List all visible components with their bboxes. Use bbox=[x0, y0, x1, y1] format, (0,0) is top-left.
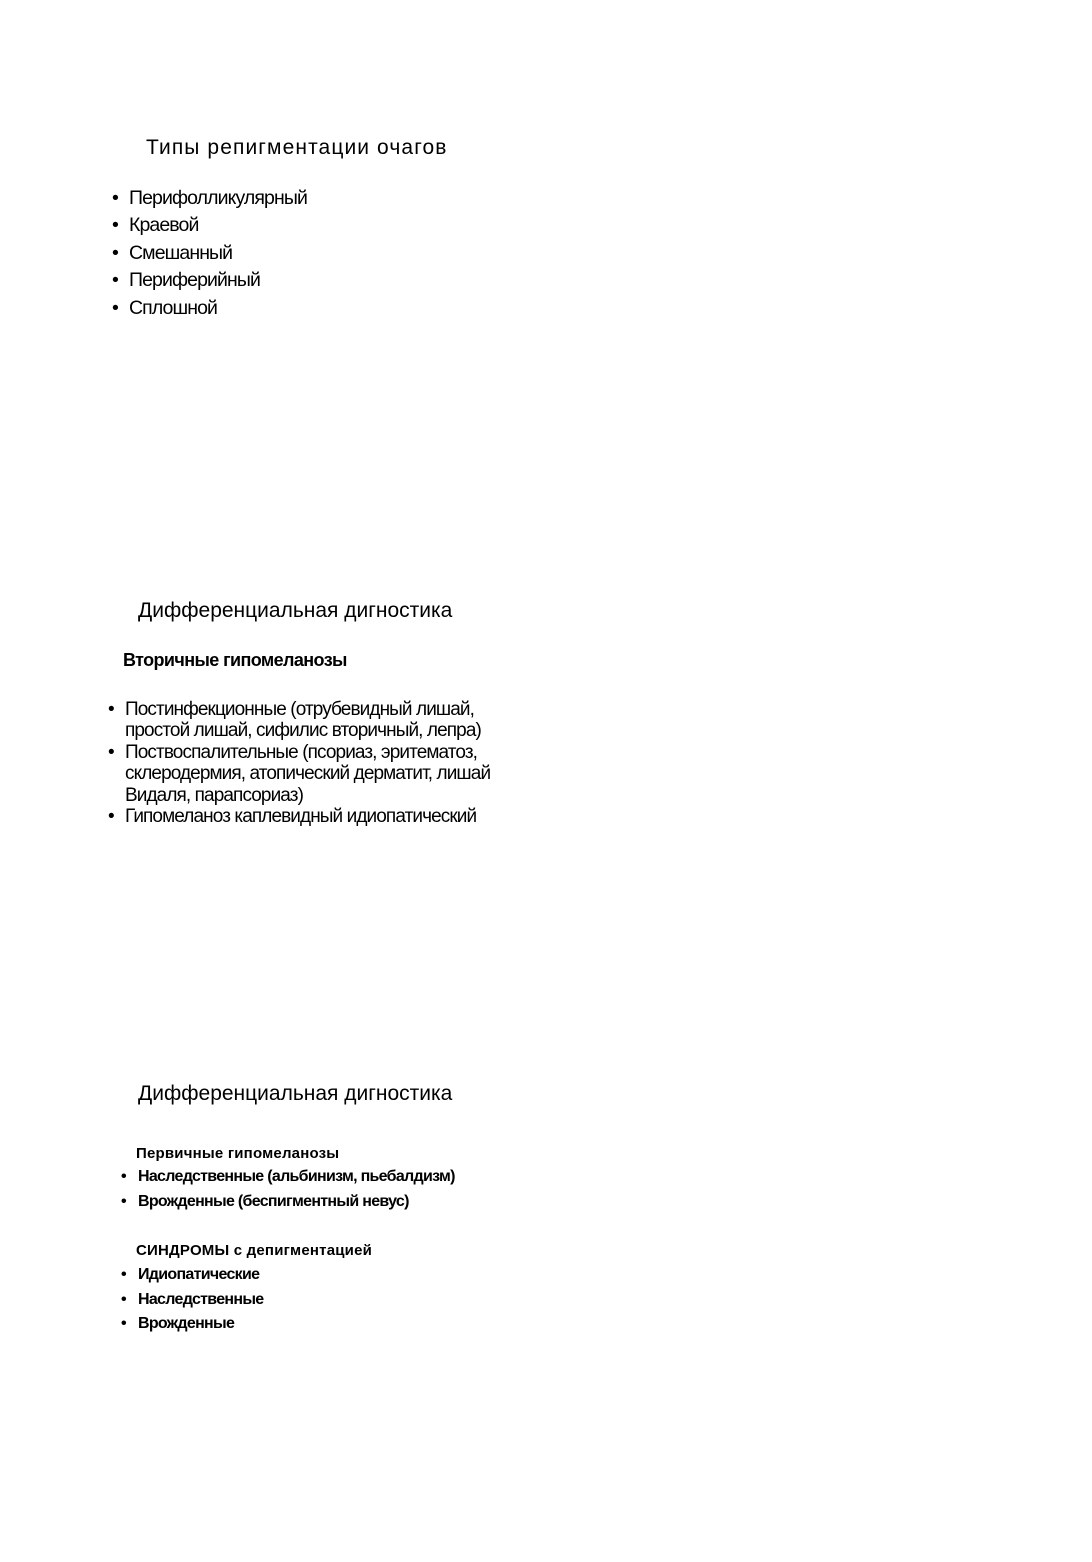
depigmentation-syndromes-list bbox=[121, 1263, 264, 1337]
slide-title: Дифференциальная дигностика bbox=[138, 1082, 453, 1105]
list-item: • Перифолликулярный bbox=[112, 185, 307, 212]
list-item: • Гипомеланоз каплевидный идиопатический bbox=[108, 806, 477, 828]
bullet-icon: • bbox=[112, 296, 118, 319]
secondary-hypomelanoses-list bbox=[108, 699, 495, 827]
section-subtitle-primary: Первичные гипомеланозы bbox=[136, 1145, 340, 1162]
bullet-icon: • bbox=[121, 1168, 126, 1185]
section-subtitle: Вторичные гипомеланозы bbox=[123, 650, 347, 670]
bullet-icon: • bbox=[112, 187, 118, 209]
list-item: • Периферийный bbox=[112, 267, 307, 294]
slide-title: Дифференциальная дигностика bbox=[138, 599, 453, 622]
list-item: • Врожденные bbox=[121, 1312, 264, 1337]
bullet-icon: • bbox=[121, 1192, 126, 1210]
bullet-icon: • bbox=[121, 1266, 126, 1283]
bullet-icon: • bbox=[108, 741, 114, 763]
bullet-icon: • bbox=[112, 269, 118, 292]
list-item: • Врожденные (беспигментный невус) bbox=[121, 1190, 455, 1215]
bullet-icon: • bbox=[112, 214, 118, 237]
list-item: • Сплошной bbox=[112, 295, 307, 322]
bullet-icon: • bbox=[112, 241, 118, 264]
list-item: • Наследственные bbox=[121, 1288, 264, 1313]
list-item: • Смешанный bbox=[112, 240, 307, 267]
list-item: • Поствоспалительные (псориаз, эритематоз, склеродермия, атопический дерматит, лишай Видаля, парапсориаз) bbox=[108, 741, 491, 806]
bullet-icon: • bbox=[121, 1290, 126, 1308]
bullet-icon: • bbox=[108, 806, 114, 828]
list-item: • Краевой bbox=[112, 212, 307, 239]
bullet-icon: • bbox=[121, 1315, 126, 1332]
section-subtitle-syndromes: СИНДРОМЫ с депигментацией bbox=[136, 1242, 373, 1259]
list-item: • Наследственные (альбинизм, пьебалдизм) bbox=[121, 1165, 455, 1190]
bullet-icon: • bbox=[108, 699, 114, 720]
list-item: • Идиопатические bbox=[121, 1263, 264, 1288]
slide-title: Типы репигментации очагов bbox=[146, 136, 448, 159]
list-item: • Постинфекционные (отрубевидный лишай, простой лишай, сифилис вторичный, лепра) bbox=[108, 699, 481, 742]
primary-hypomelanoses-list bbox=[121, 1165, 455, 1214]
repigmentation-type-list bbox=[112, 185, 307, 322]
